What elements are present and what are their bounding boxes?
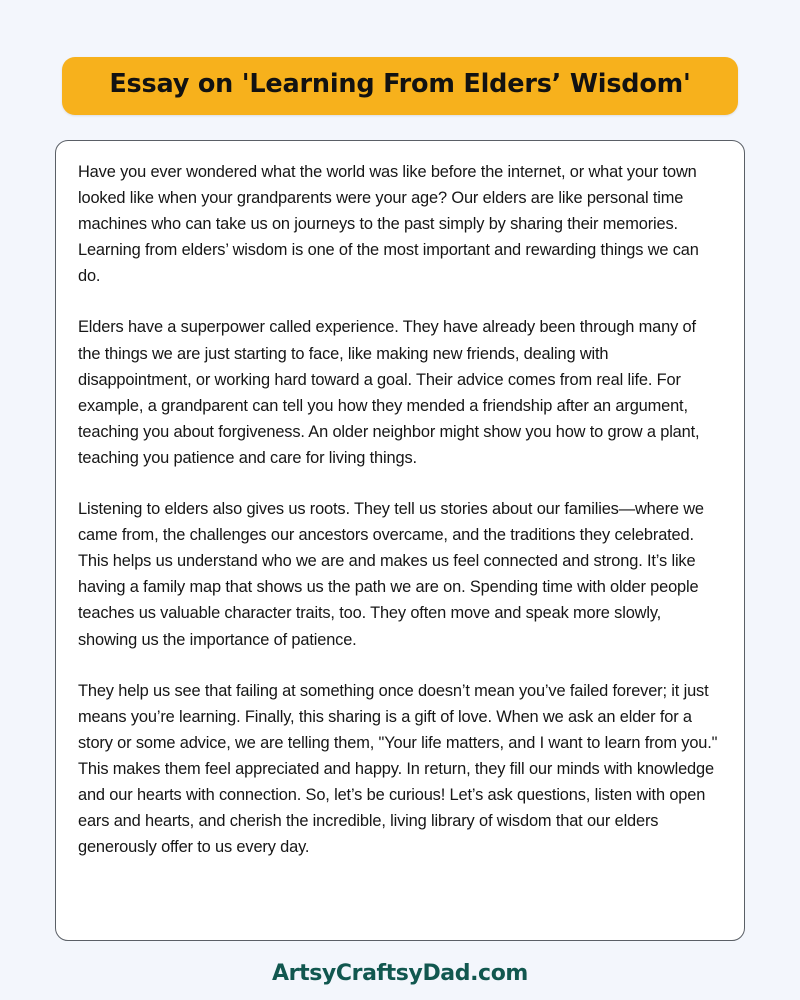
essay-paragraph-4: They help us see that failing at something once doesn’t mean you’ve failed forever; it just means you’re learning. Finally, this sharing is a gift of love. When we ask an elder for a story or some advice, we are telling them, "Your life matters, and I want to learn from you." This makes them feel appreciated and happy. In return, they fill our minds with knowledge and our hearts with connection. So, let’s be curious! Let’s ask questions, listen with open ears and hearts, and cherish the incredible, living library of wisdom that our elders generously offer to us every day. — [78, 681, 718, 857]
essay-paragraph-3: Listening to elders also gives us roots. They tell us stories about our families—where we came from, the challenges our ancestors overcame, and the traditions they celebrated. This helps us understand who we are and makes us feel connected and strong. It’s like having a family map that shows us the path we are on. Spending time with older people teaches us valuable character traits, too. They often move and speak more slowly, showing us the importance of patience. — [78, 500, 704, 649]
essay-paragraph-1: Have you ever wondered what the world was like before the internet, or what your town looked like when your grandparents were your age? Our elders are like personal time machines who can take us on journeys to the past simply by sharing their memories. Learning from elders’ wisdom is one of the most important and rewarding things we can do. — [78, 163, 699, 286]
footer-brand-link[interactable]: ArtsyCraftsyDad.com — [272, 961, 528, 986]
title-banner — [62, 57, 738, 115]
essay-paragraph-2: Elders have a superpower called experience. They have already been through many of the things we are just starting to face, like making new friends, dealing with disappointment, or working hard toward a goal. Their advice comes from real life. For example, a grandparent can tell you how they mended a friendship after an argument, teaching you about forgiveness. An older neighbor might show you how to grow a plant, teaching you patience and care for living things. — [78, 318, 700, 467]
page-title: Essay on 'Learning From Elders’ Wisdom' — [109, 69, 691, 100]
essay-card — [55, 140, 745, 941]
essay-body — [78, 159, 722, 860]
site-footer — [0, 961, 800, 986]
